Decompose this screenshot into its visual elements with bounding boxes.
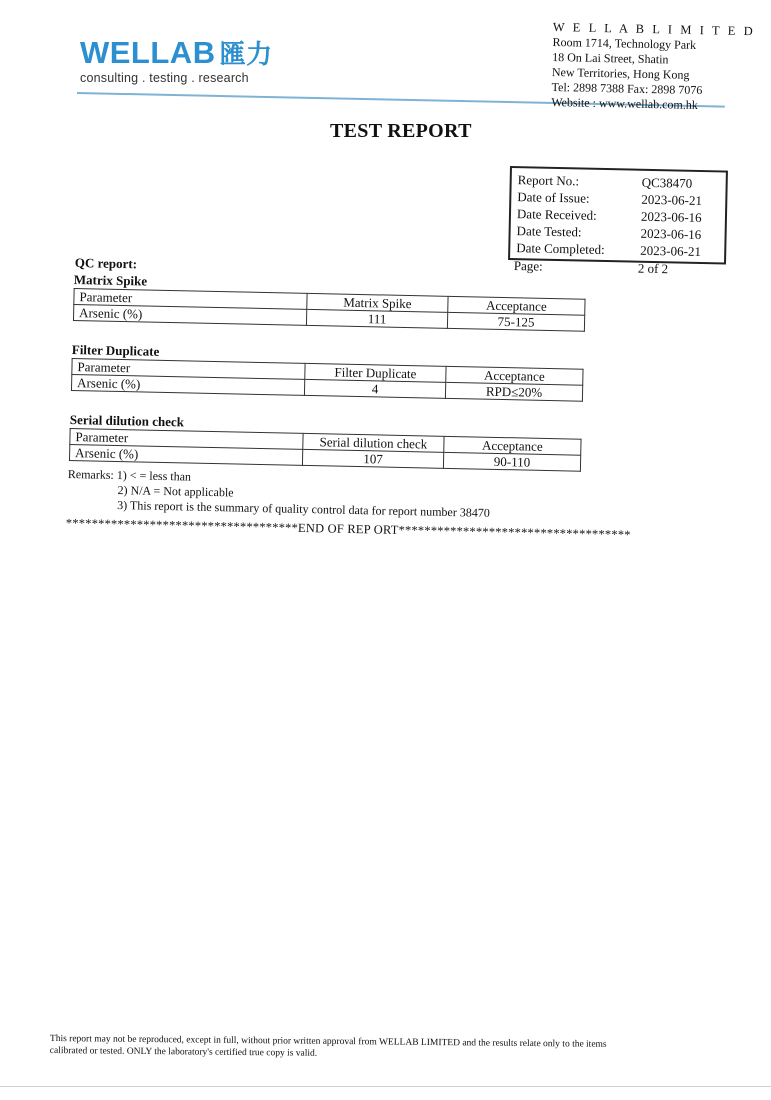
info-value: 2023-06-16 xyxy=(640,225,702,243)
company-address-block xyxy=(551,20,756,114)
section-matrix-spike xyxy=(73,272,586,332)
address-line: 18 On Lai Street, Shatin xyxy=(552,49,669,67)
table-cell: 90-110 xyxy=(443,452,580,471)
info-value: 2023-06-16 xyxy=(640,208,702,226)
address-line: Website : www.wellab.com.hk xyxy=(551,94,698,113)
info-label: Date Tested: xyxy=(516,223,582,240)
page-title: TEST REPORT xyxy=(330,120,472,142)
qc-report-heading: QC report: xyxy=(74,255,138,272)
address-line: Tel: 2898 7388 Fax: 2898 7076 xyxy=(551,79,703,98)
header-cell: Acceptance xyxy=(448,296,585,315)
logo-cjk: 匯力 xyxy=(219,39,273,69)
section-title: Matrix Spike xyxy=(73,272,148,289)
info-label: Date Completed: xyxy=(516,240,605,258)
remarks-block xyxy=(67,467,491,521)
address-line: New Territories, Hong Kong xyxy=(551,64,690,82)
header-cell: Parameter xyxy=(74,289,307,310)
header-cell: Acceptance xyxy=(446,366,583,385)
remark-line: 2) N/A = Not applicable xyxy=(117,483,234,500)
table-cell: Arsenic (%) xyxy=(73,305,306,326)
table-cell: Arsenic (%) xyxy=(71,375,304,396)
page-label: Page: xyxy=(513,258,543,274)
info-value: 2023-06-21 xyxy=(640,242,702,260)
info-row-date-completed xyxy=(516,240,720,261)
header-cell: Filter Duplicate xyxy=(305,363,446,382)
section-filter-duplicate xyxy=(71,342,584,402)
section-title: Serial dilution check xyxy=(69,412,185,430)
table-cell: 107 xyxy=(302,449,443,468)
footer-line: calibrated or tested. ONLY the laboratory's certified true copy is valid. xyxy=(49,1045,318,1059)
address-line: Room 1714, Technology Park xyxy=(552,34,697,53)
remark-line: 3) This report is the summary of quality control data for report number 38470 xyxy=(117,498,490,520)
info-label: Report No.: xyxy=(517,172,580,189)
header-cell: Parameter xyxy=(72,359,305,380)
footer-line: This report may not be reproduced, except in full, without prior written approval from WELLAB LIMITED and the results relate only to the items xyxy=(49,1034,607,1050)
end-of-report-line: ************************************END OF REP ORT************************************ xyxy=(65,516,631,542)
logo-text: WELLAB xyxy=(80,35,216,70)
remark-line: Remarks: 1) < = less than xyxy=(67,467,192,484)
header-cell: Serial dilution check xyxy=(303,433,444,452)
company-name: W E L L A B L I M I T E D xyxy=(552,20,756,39)
info-label: Date Received: xyxy=(516,206,597,223)
report-info-box xyxy=(508,166,728,265)
tagline: consulting . testing . research xyxy=(80,71,249,85)
page-value: 2 of 2 xyxy=(637,260,669,277)
table-cell: 111 xyxy=(306,309,447,328)
bottom-divider xyxy=(0,1086,771,1087)
company-logo xyxy=(80,36,273,71)
section-title: Filter Duplicate xyxy=(71,342,160,359)
info-value: QC38470 xyxy=(641,174,693,191)
header-cell: Matrix Spike xyxy=(307,293,448,312)
info-label: Date of Issue: xyxy=(517,189,590,206)
section-serial-dilution xyxy=(69,412,582,472)
table-cell: 4 xyxy=(304,379,445,398)
table-cell: Arsenic (%) xyxy=(69,445,302,466)
table-cell: RPD≤20% xyxy=(445,382,582,401)
table-cell: 75-125 xyxy=(447,312,584,331)
info-value: 2023-06-21 xyxy=(641,191,703,209)
header-cell: Parameter xyxy=(70,429,303,450)
header-cell: Acceptance xyxy=(444,436,581,455)
footer-disclaimer xyxy=(50,1033,710,1064)
